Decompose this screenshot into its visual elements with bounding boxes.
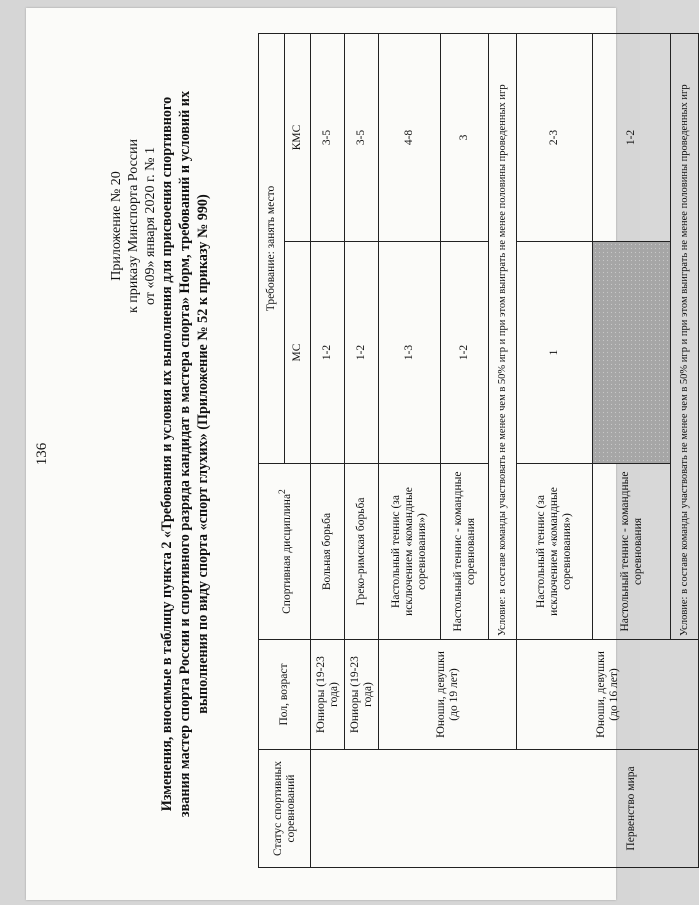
sex-age-cell: Юниоры (19-23 года) [311,640,345,750]
condition-cell: Условие: в составе команды участвовать не менее чем в 50% игр и при этом выиграть не менее половины проведенных игр [671,33,699,639]
appendix-reference [108,56,159,396]
title-line-1: Изменения, вносимые в таблицу пункта 2 «Требования и условия их выполнения для присвоения спортивного [159,96,175,812]
discipline-cell: Настольный теннис - командные соревнования [441,464,489,640]
document-page [26,8,690,900]
header-requirement: Требование: занять место [259,33,285,463]
title-line-3: выполнения по виду спорта «спорт глухих» (Приложение № 52 к приказу № 990) [195,194,211,714]
sex-age-cell: Юноши, девушки (до 19 лет) [379,640,517,750]
discipline-cell: Настольный теннис - командные соревнования [593,464,671,640]
appendix-line-3: от «09» января 2020 г. № 1 [143,147,158,305]
discipline-cell: Настольный теннис (за исключением «командные соревнования») [379,464,441,640]
header-kms: КМС [285,33,311,241]
rotated-document [26,8,690,900]
document-title [158,38,212,870]
header-discipline-footnote: 2 [276,489,288,494]
ms-cell: 1-2 [345,242,379,464]
kms-cell: 4-8 [379,33,441,241]
ms-cell-shaded [593,242,671,464]
appendix-line-1: Приложение № 20 [109,171,124,281]
table-row [379,33,441,867]
kms-cell: 1-2 [593,33,671,241]
discipline-cell: Настольный теннис (за исключением «командные соревнования») [517,464,593,640]
requirements-table [258,33,699,868]
ms-cell: 1-3 [379,242,441,464]
table-row [517,33,593,867]
appendix-line-2: к приказу Минспорта России [126,139,141,313]
status-cell: Первенство мира [311,750,699,868]
kms-cell: 3 [441,33,489,241]
page-number: 136 [34,442,50,466]
condition-cell: Условие: в составе команды участвовать не менее чем в 50% игр и при этом выиграть не менее половины проведенных игр [489,33,517,639]
ms-cell: 1-2 [311,242,345,464]
ms-cell: 1 [517,242,593,464]
header-sex-age: Пол, возраст [259,640,311,750]
discipline-cell: Вольная борьба [311,464,345,640]
table-row [311,33,345,867]
discipline-cell: Греко-римская борьба [345,464,379,640]
kms-cell: 3-5 [311,33,345,241]
table-row [345,33,379,867]
header-discipline-text: Спортивная дисциплина [280,493,293,614]
header-discipline [259,464,311,640]
sex-age-cell: Юниоры (19-23 года) [345,640,379,750]
header-status: Статус спортивных соревнований [259,750,311,868]
title-line-2: звания мастер спорта России и спортивного разряда кандидат в мастера спорта» Норм, требований и условий их [177,90,193,818]
ms-cell: 1-2 [441,242,489,464]
kms-cell: 3-5 [345,33,379,241]
header-ms: МС [285,242,311,464]
kms-cell: 2-3 [517,33,593,241]
sex-age-cell: Юноши, девушки (до 16 лет) [517,640,699,750]
